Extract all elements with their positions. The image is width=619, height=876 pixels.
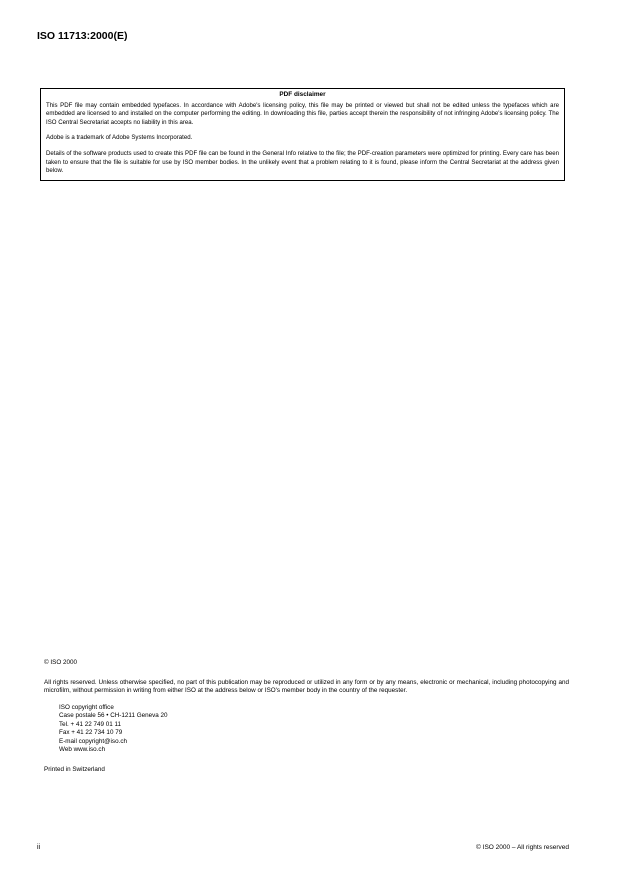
address-line-web: Web www.iso.ch: [59, 746, 106, 753]
rights-statement: All rights reserved. Unless otherwise specified, no part of this publication may be reproduced or utilized in any form or by any means, electronic or mechanical, including photocopying and microfilm, without permission in writing from either ISO at the address below or ISO's member body in the country of the requester.: [44, 678, 569, 694]
disclaimer-paragraph: Details of the software products used to create this PDF file can be found in the General Info relative to the file; the PDF-creation parameters were optimized for printing. Every care has been taken to ensure that the file is suitable for use by ISO member bodies. In the unlikely event that a problem relating to it is found, please inform the Central Secretariat at the address given below.: [46, 149, 559, 175]
copyright-notice: © ISO 2000: [44, 659, 77, 666]
address-line-email: E-mail copyright@iso.ch: [59, 737, 127, 745]
copyright-section: [44, 659, 569, 774]
disclaimer-paragraph: Adobe is a trademark of Adobe Systems Incorporated.: [46, 134, 193, 142]
disclaimer-paragraph: This PDF file may contain embedded typefaces. In accordance with Adobe's licensing policy, this file may be printed or viewed but shall not be edited unless the typefaces which are embedded are licensed to and installed on the computer performing the editing. In downloading this file, parties accept therein the responsibility of not infringing Adobe's licensing policy. The ISO Central Secretariat accepts no liability in this area.: [46, 101, 559, 126]
pdf-disclaimer-box: [40, 88, 565, 181]
address-line: ISO copyright office: [59, 703, 114, 711]
copyright-office-address: [44, 704, 569, 755]
printed-in: Printed in Switzerland: [44, 765, 105, 773]
document-id: ISO 11713:2000(E): [37, 30, 128, 42]
address-line: Fax + 41 22 734 10 79: [59, 729, 123, 736]
address-line: Case postale 56 • CH-1211 Geneva 20: [59, 712, 168, 719]
page-number: ii: [37, 844, 41, 851]
address-line: Tel. + 41 22 749 01 11: [59, 720, 122, 728]
footer-copyright: © ISO 2000 – All rights reserved: [476, 844, 569, 851]
disclaimer-title: PDF disclaimer: [279, 91, 326, 98]
